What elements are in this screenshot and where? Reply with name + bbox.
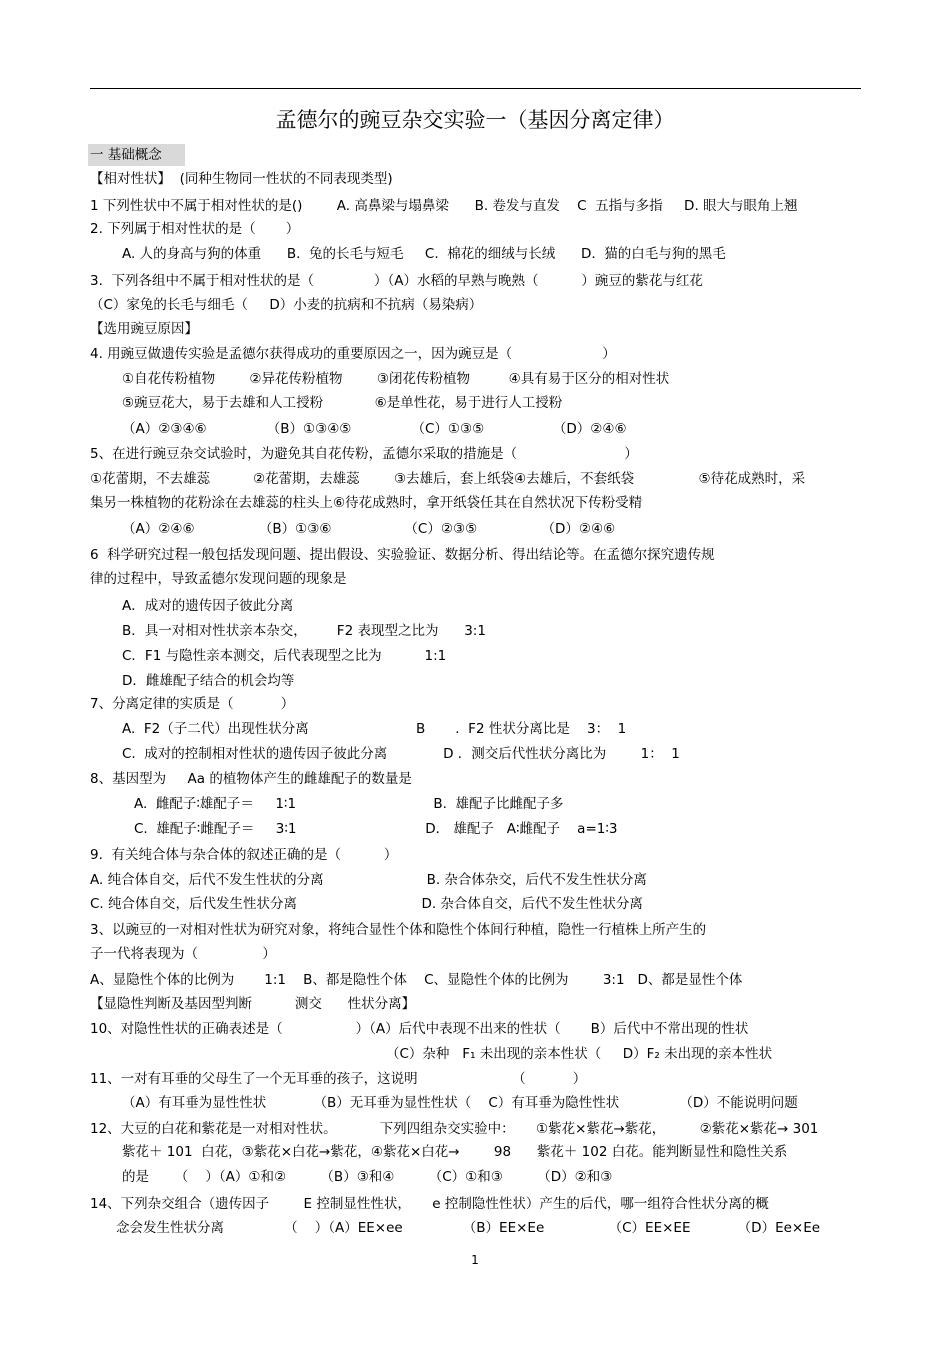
text-line: C. 成对的控制相对性状的遗传因子彼此分离 D ．测交后代性状分离比为 1： 1: [122, 746, 680, 762]
text-line: 12、大豆的白花和紫花是一对相对性状。 下列四组杂交实验中： ①紫花×紫花→紫花， ②紫花×紫花→ 301: [90, 1121, 819, 1137]
text-line: 【显隐性判断及基因型判断 测交 性状分离】: [90, 996, 416, 1012]
text-line: ⑤豌豆花大，易于去雄和人工授粉 ⑥是单性花，易于进行人工授粉: [122, 395, 563, 411]
text-line: 14、下列杂交组合（遗传因子 E 控制显性性状， e 控制隐性性状）产生的后代，哪一组符合性状分离的概: [90, 1196, 769, 1212]
section-heading: 一 基础概念: [88, 144, 185, 166]
text-line: （C）家兔的长毛与细毛（ D）小麦的抗病和不抗病（易染病）: [90, 297, 483, 313]
text-line: 3、以豌豆的一对相对性状为研究对象，将纯合显性个体和隐性个体间行种植，隐性一行植株上所产生的: [90, 922, 707, 938]
text-line: （A）②④⑥ （B）①③⑥ （C）②③⑤ （D）②④⑥: [122, 521, 616, 537]
text-line: 7、分离定律的实质是（ ）: [90, 696, 295, 712]
text-line: 2. 下列属于相对性状的是（ ）: [90, 221, 300, 237]
text-line: （A）有耳垂为显性性状 （B）无耳垂为显性性状（ C）有耳垂为隐性性状 （D）不能说明问题: [122, 1095, 798, 1111]
text-line: 8、基因型为 Aa 的植物体产生的雌雄配子的数量是: [90, 771, 412, 787]
text-line: A. 人的身高与狗的体重 B. 兔的长毛与短毛 C. 棉花的细绒与长绒 D. 猫的白毛与狗的黑毛: [122, 246, 726, 262]
text-line: 3. 下列各组中不属于相对性状的是（ ）（A）水稻的早熟与晚熟（ ）豌豆的紫花与红花: [90, 273, 703, 289]
text-line: （C）杂种 F₁ 未出现的亲本性状（ D）F₂ 未出现的亲本性状: [386, 1046, 773, 1062]
text-line: 律的过程中，导致孟德尔发现问题的现象是: [90, 571, 347, 587]
text-line: 5、在进行豌豆杂交试验时，为避免其自花传粉，孟德尔采取的措施是（ ）: [90, 446, 638, 462]
text-line: B．具一对相对性状亲本杂交， F2 表现型之比为 3:1: [122, 623, 486, 639]
text-line: 【选用豌豆原因】: [90, 321, 198, 337]
text-line: A、显隐性个体的比例为 1:1 B、都是隐性个体 C、显隐性个体的比例为 3:1 D、都是显性个体: [90, 972, 743, 988]
text-line: 子一代将表现为（ ）: [90, 946, 276, 962]
text-line: ①自花传粉植物 ②异花传粉植物 ③闭花传粉植物 ④具有易于区分的相对性状: [122, 371, 670, 387]
header-rule: [90, 88, 861, 89]
page-number: 1: [471, 1253, 479, 1267]
text-line: C. 雄配子∶雌配子＝ 3∶1 D． 雄配子 A∶雌配子 a=1∶3: [134, 821, 618, 837]
text-line: 10、对隐性性状的正确表述是（ ）（A）后代中表现不出来的性状（ B）后代中不常出现的性状: [90, 1021, 749, 1037]
text-line: A. F2（子二代）出现性状分离 B . F2 性状分离比是 3： 1: [122, 721, 627, 737]
text-line: 【相对性状】 (同种生物同一性状的不同表现类型): [90, 171, 393, 187]
text-line: 9. 有关纯合体与杂合体的叙述正确的是（ ）: [90, 847, 398, 863]
text-line: 紫花＋ 101 白花，③紫花×白花→紫花，④紫花×白花→ 98 紫花＋ 102 白花。能判断显性和隐性关系: [122, 1144, 788, 1160]
text-line: （A）②③④⑥ （B）①③④⑤ （C）①③⑤ （D）②④⑥: [122, 421, 627, 437]
text-line: 11、一对有耳垂的父母生了一个无耳垂的孩子，这说明 （ ）: [90, 1071, 587, 1087]
page-title: 孟德尔的豌豆杂交实验一（基因分离定律）: [275, 108, 675, 132]
text-line: D．雌雄配子结合的机会均等: [122, 673, 295, 689]
text-line: 6 科学研究过程一般包括发现问题、提出假设、实验验证、数据分析、得出结论等。在孟德尔探究遗传规: [90, 547, 715, 563]
text-line: C．F1 与隐性亲本测交，后代表现型之比为 1:1: [122, 648, 447, 664]
text-line: A．成对的遗传因子彼此分离: [122, 598, 294, 614]
text-line: 的是 （ ）（A）①和② （B）③和④ （C）①和③ （D）②和③: [122, 1169, 613, 1185]
text-line: 4. 用豌豆做遗传实验是孟德尔获得成功的重要原因之一，因为豌豆是（ ）: [90, 346, 616, 362]
text-line: 念会发生性状分离 （ ）（A）EE×ee （B）EE×Ee （C）EE×EE （D）Ee×Ee: [116, 1220, 821, 1236]
text-line: 1 下列性状中不属于相对性状的是() A. 高鼻梁与塌鼻梁 B. 卷发与直发 C 五指与多指 D. 眼大与眼角上翘: [90, 198, 798, 214]
text-line: A. 雌配子∶雄配子＝ 1∶1 B. 雄配子比雌配子多: [134, 796, 564, 812]
text-line: C. 纯合体自交，后代发生性状分离 D. 杂合体自交，后代不发生性状分离: [90, 896, 643, 912]
text-line: A. 纯合体自交，后代不发生性状的分离 B. 杂合体杂交，后代不发生性状分离: [90, 872, 647, 888]
text-line: 集另一株植物的花粉涂在去雄蕊的柱头上⑥待花成熟时，拿开纸袋任其在自然状况下传粉受精: [90, 495, 643, 511]
text-line: ①花蕾期，不去雄蕊 ②花蕾期，去雄蕊 ③去雄后，套上纸袋④去雄后，不套纸袋 ⑤待花成熟时，采: [90, 471, 806, 487]
